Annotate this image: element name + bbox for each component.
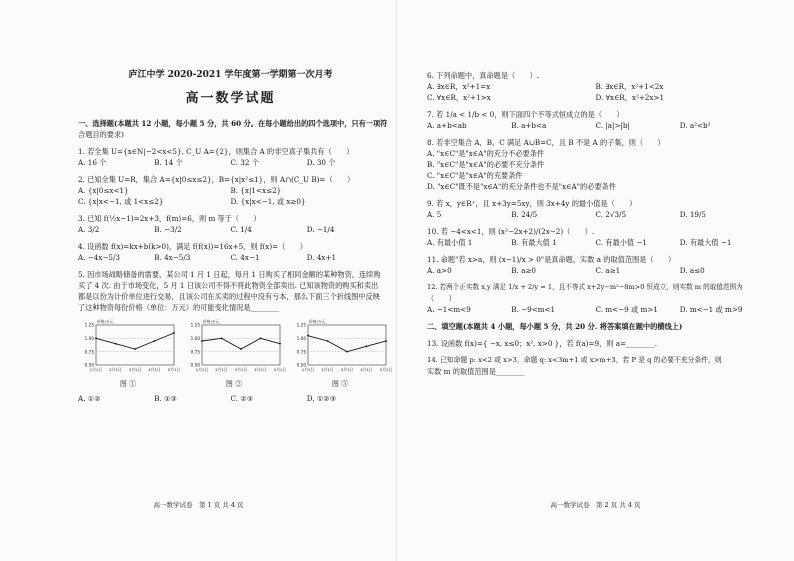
data-point bbox=[95, 337, 97, 339]
option: A. 3/2 bbox=[78, 225, 100, 234]
option: C. a≥1 bbox=[595, 266, 621, 275]
question-1-options bbox=[78, 157, 383, 168]
x-tick-label: 3月1日 bbox=[128, 367, 142, 372]
question-9-options bbox=[427, 209, 764, 220]
page-footer: 高一数学试卷 第 1 页 共 4 页 bbox=[153, 501, 244, 509]
question-7-options bbox=[427, 120, 764, 131]
question-5-cont: 买了 4 次. 由于市场变化，5 月 1 日该公司不得不将此物资全部卖出. 已知该物资的购买和卖出 bbox=[78, 281, 379, 290]
option: D. 19/5 bbox=[679, 210, 706, 219]
question-2: 2. 已知全集 U=R，集合 A={x|0≤x≤2}，B={x|x²≤1}，则 A∩(C_U B)=（ ） bbox=[78, 175, 355, 184]
option: B. −9<m<1 bbox=[511, 305, 556, 314]
question-12: 12. 若两个正实数 x,y 满足 1/x + 2/y = 1，且不等式 x+2y−m²−8m>0 恒成立，则实数 m 的取值范围为 bbox=[427, 283, 743, 291]
question-12-options bbox=[427, 304, 764, 315]
chart-1-caption: 图 ① bbox=[119, 380, 137, 388]
school-title: 庐江中学 2020-2021 学年度第一学期第一次月考 bbox=[128, 70, 333, 80]
option: B. ∃x∈R，x²+1<2x bbox=[595, 82, 664, 91]
price-line bbox=[308, 336, 386, 352]
y-tick-label: 1.00 bbox=[84, 335, 94, 341]
data-point bbox=[385, 340, 387, 342]
option: D. 有最大值 −1 bbox=[679, 238, 732, 247]
question-8: 8. 若非空集合 A，B，C 满足 A∪B=C，且 B 不是 A 的子集，则（ ） bbox=[427, 138, 665, 147]
question-6: 6. 下列命题中，真命题是（ ）. bbox=[427, 71, 540, 80]
x-tick-label: 3月1日 bbox=[234, 367, 248, 372]
price-charts bbox=[78, 317, 393, 389]
option: A. ①② bbox=[78, 394, 101, 403]
question-2-options-row2 bbox=[78, 196, 383, 207]
option: C. 有最小值 −1 bbox=[595, 238, 647, 247]
question-10-options bbox=[427, 237, 764, 248]
chart-3 bbox=[290, 317, 393, 389]
y-tick-label: 0.75 bbox=[84, 349, 94, 355]
option: C. |a|>|b| bbox=[595, 121, 630, 130]
option: D. "x∈C"既不是"x∈A"的充分条件也不是"x∈A"的必要条件 bbox=[427, 182, 616, 191]
question-5-cont: 了这种物资每份价格（单位：万元）的可能变化情况是________ bbox=[78, 303, 280, 312]
option: B. "x∈C"是"x∈A"的必要不充分条件 bbox=[427, 160, 545, 169]
chart-2-caption: 图 ② bbox=[225, 380, 243, 388]
x-tick-label: 5月1日 bbox=[273, 367, 287, 372]
option: D. m<−1 或 m>9 bbox=[679, 305, 743, 314]
question-12-cont: （ ） bbox=[427, 294, 456, 303]
option: B. {x|1<x≤2} bbox=[230, 186, 282, 195]
y-tick-label: 1.25 bbox=[84, 322, 94, 328]
option: C. ②③ bbox=[230, 394, 254, 403]
chart-2-plot bbox=[184, 317, 287, 379]
option: B. a≥0 bbox=[511, 266, 536, 275]
y-tick-label: 0.75 bbox=[296, 349, 306, 355]
x-tick-label: 3月1日 bbox=[340, 367, 354, 372]
x-tick-label: 2月1日 bbox=[109, 367, 122, 372]
option: C. "x∈C"是"x∈A"的充要条件 bbox=[427, 171, 523, 180]
data-point bbox=[201, 340, 203, 342]
x-tick-label: 2月1日 bbox=[215, 367, 228, 372]
data-point bbox=[221, 337, 223, 339]
option: B. ①③ bbox=[154, 394, 177, 403]
option: C. ∀x∈R，x²+1>x bbox=[427, 93, 491, 102]
y-axis-label: 价格/万元 bbox=[97, 319, 114, 324]
question-5: 5. 因市场战略储备的需要，某公司 1 月 1 日起，每月 1 日购买了相同金额的某种物资，连续购 bbox=[78, 270, 381, 279]
x-tick-label: 4月1日 bbox=[254, 367, 267, 372]
question-2-options bbox=[78, 185, 383, 196]
section1-heading: 一、选择题(本题共 12 小题，每小题 5 分，共 60 分。在每小题给出的四个选项中，只有一项符 bbox=[78, 119, 388, 128]
option: A. a>0 bbox=[427, 266, 452, 275]
y-tick-label: 1.25 bbox=[296, 322, 306, 328]
option: D. 4x+1 bbox=[306, 253, 337, 262]
plot-frame bbox=[202, 325, 280, 365]
data-point bbox=[346, 351, 348, 353]
option: B. 有最大值 1 bbox=[511, 238, 557, 247]
option: A. 有最小值 1 bbox=[427, 238, 473, 247]
y-tick-label: 0.50 bbox=[190, 362, 200, 368]
question-14-cont: 实数 m 的取值范围是________ bbox=[427, 367, 525, 376]
option: A. ∃x∈R，x²+1=x bbox=[427, 82, 491, 91]
y-tick-label: 0.75 bbox=[190, 349, 200, 355]
option: C. m<−9 或 m>1 bbox=[595, 305, 658, 314]
option: D. a²<b² bbox=[679, 121, 711, 130]
question-5-options bbox=[78, 393, 383, 404]
plot-frame bbox=[308, 325, 386, 365]
option: D. a≤0 bbox=[679, 266, 705, 275]
question-6-options-row2 bbox=[427, 92, 764, 103]
x-tick-label: 5月1日 bbox=[379, 367, 393, 372]
x-tick-label: 2月1日 bbox=[321, 367, 334, 372]
option: D. ∀x∈R，x²+2x>1 bbox=[595, 93, 665, 102]
y-axis-label: 价格/万元 bbox=[203, 319, 220, 324]
data-point bbox=[154, 340, 156, 342]
data-point bbox=[260, 337, 262, 339]
question-4-options bbox=[78, 252, 383, 263]
option: A. 16 个 bbox=[78, 158, 107, 167]
x-tick-label: 4月1日 bbox=[148, 367, 161, 372]
x-tick-label: 1月1日 bbox=[195, 367, 209, 372]
option: C. 2√3/5 bbox=[595, 210, 627, 219]
option: B. 24/5 bbox=[511, 210, 538, 219]
data-point bbox=[327, 340, 329, 342]
data-point bbox=[134, 348, 136, 350]
question-11: 11. 命题"若 x>a，则 (x−1)/x > 0"是真命题，实数 a 的取值范围是（ ） bbox=[427, 255, 676, 264]
data-point bbox=[240, 348, 242, 350]
section2-heading: 二、填空题(本题共 4 小题，每小题 5 分，共 20 分. 将答案填在题中的横线上) bbox=[427, 322, 683, 331]
data-point bbox=[173, 332, 175, 334]
option: A. 5 bbox=[427, 210, 442, 219]
data-point bbox=[115, 343, 117, 345]
question-3: 3. 已知 f(½x−1)=2x+3，f(m)=6，则 m 等于（ ） bbox=[78, 214, 261, 223]
y-axis-label: 价格/万元 bbox=[309, 319, 326, 324]
option: D. ①②③ bbox=[306, 394, 337, 403]
question-1: 1. 若全集 U={x∈N|−2<x<5}, C_U A={2}，则集合 A 的非空真子集共有（ ） bbox=[78, 147, 354, 156]
option: A. a+b<ab bbox=[427, 121, 467, 130]
section1-heading-cont: 合题目的要求) bbox=[78, 130, 124, 139]
option: B. 14 个 bbox=[154, 158, 183, 167]
question-14: 14. 已知命题 p: x<2 或 x>3，命题 q: x<3m+1 或 x>m+3，若 P 是 q 的必要不充分条件，则 bbox=[427, 356, 722, 364]
option: D. 30 个 bbox=[306, 158, 336, 167]
y-tick-label: 1.25 bbox=[190, 322, 200, 328]
plot-frame bbox=[96, 325, 174, 365]
right-exam-page bbox=[397, 0, 794, 561]
option: A. "x∈C"是"x∈A"的充分不必要条件 bbox=[427, 149, 545, 158]
question-4: 4. 设函数 f(x)=kx+b(k>0)，满足 f(f(x))=16x+5，则 f(x)=（ ） bbox=[78, 242, 307, 251]
data-point bbox=[366, 345, 368, 347]
chart-1 bbox=[78, 317, 181, 389]
y-tick-label: 1.00 bbox=[190, 335, 200, 341]
option: B. 4x−5/3 bbox=[154, 253, 191, 262]
data-point bbox=[279, 343, 281, 345]
question-3-options bbox=[78, 224, 383, 235]
option: A. −1<m<9 bbox=[427, 305, 471, 314]
chart-2 bbox=[184, 317, 287, 389]
price-line bbox=[96, 333, 174, 349]
y-tick-label: 1.00 bbox=[296, 335, 306, 341]
question-5-cont: 都是以份为计价单位进行交易，且该公司在买卖的过程中没有亏本，那么下面三个折线图中反映 bbox=[78, 292, 380, 301]
x-tick-label: 1月1日 bbox=[301, 367, 315, 372]
option: B. −3/2 bbox=[154, 225, 182, 234]
question-13: 13. 设函数 f(x)={ −x, x≤0；x², x>0 }，若 f(a)=9，则 a=________. bbox=[427, 339, 658, 348]
y-tick-label: 0.50 bbox=[296, 362, 306, 368]
price-line bbox=[202, 338, 280, 349]
exam-title: 高一数学试题 bbox=[185, 91, 276, 106]
x-tick-label: 1月1日 bbox=[89, 367, 103, 372]
option: C. 1/4 bbox=[230, 225, 252, 234]
question-7: 7. 若 1/a < 1/b < 0，则下面四个不等式恒成立的是（ ） bbox=[427, 110, 624, 119]
option: D. −1/4 bbox=[306, 225, 335, 234]
data-point bbox=[307, 335, 309, 337]
question-6-options bbox=[427, 81, 764, 92]
chart-3-caption: 图 ③ bbox=[331, 380, 349, 388]
option: C. {x|x<−1, 或 1<x≤2} bbox=[78, 197, 164, 206]
y-tick-label: 0.50 bbox=[84, 362, 94, 368]
question-10: 10. 若 −4<x<1，则 (x²−2x+2)/(2x−2)（ ）. bbox=[427, 227, 595, 236]
x-tick-label: 4月1日 bbox=[360, 367, 373, 372]
question-11-options bbox=[427, 265, 764, 276]
question-9: 9. 若 x，y∈R⁺，且 x+3y=5xy，则 3x+4y 的最小值是（ ） bbox=[427, 199, 637, 208]
option: C. 4x−1 bbox=[230, 253, 260, 262]
option: C. 32 个 bbox=[230, 158, 259, 167]
chart-3-plot bbox=[290, 317, 393, 379]
option: A. −4x−5/3 bbox=[78, 253, 120, 262]
page-footer: 高一数学试卷 第 2 页 共 4 页 bbox=[550, 501, 641, 509]
option: D. {x|x<−1, 或 x≥0} bbox=[230, 197, 306, 206]
option: A. {x|0≤x<1} bbox=[78, 186, 129, 195]
chart-1-plot bbox=[78, 317, 181, 379]
x-tick-label: 5月1日 bbox=[167, 367, 181, 372]
option: B. a+b<a bbox=[511, 121, 547, 130]
